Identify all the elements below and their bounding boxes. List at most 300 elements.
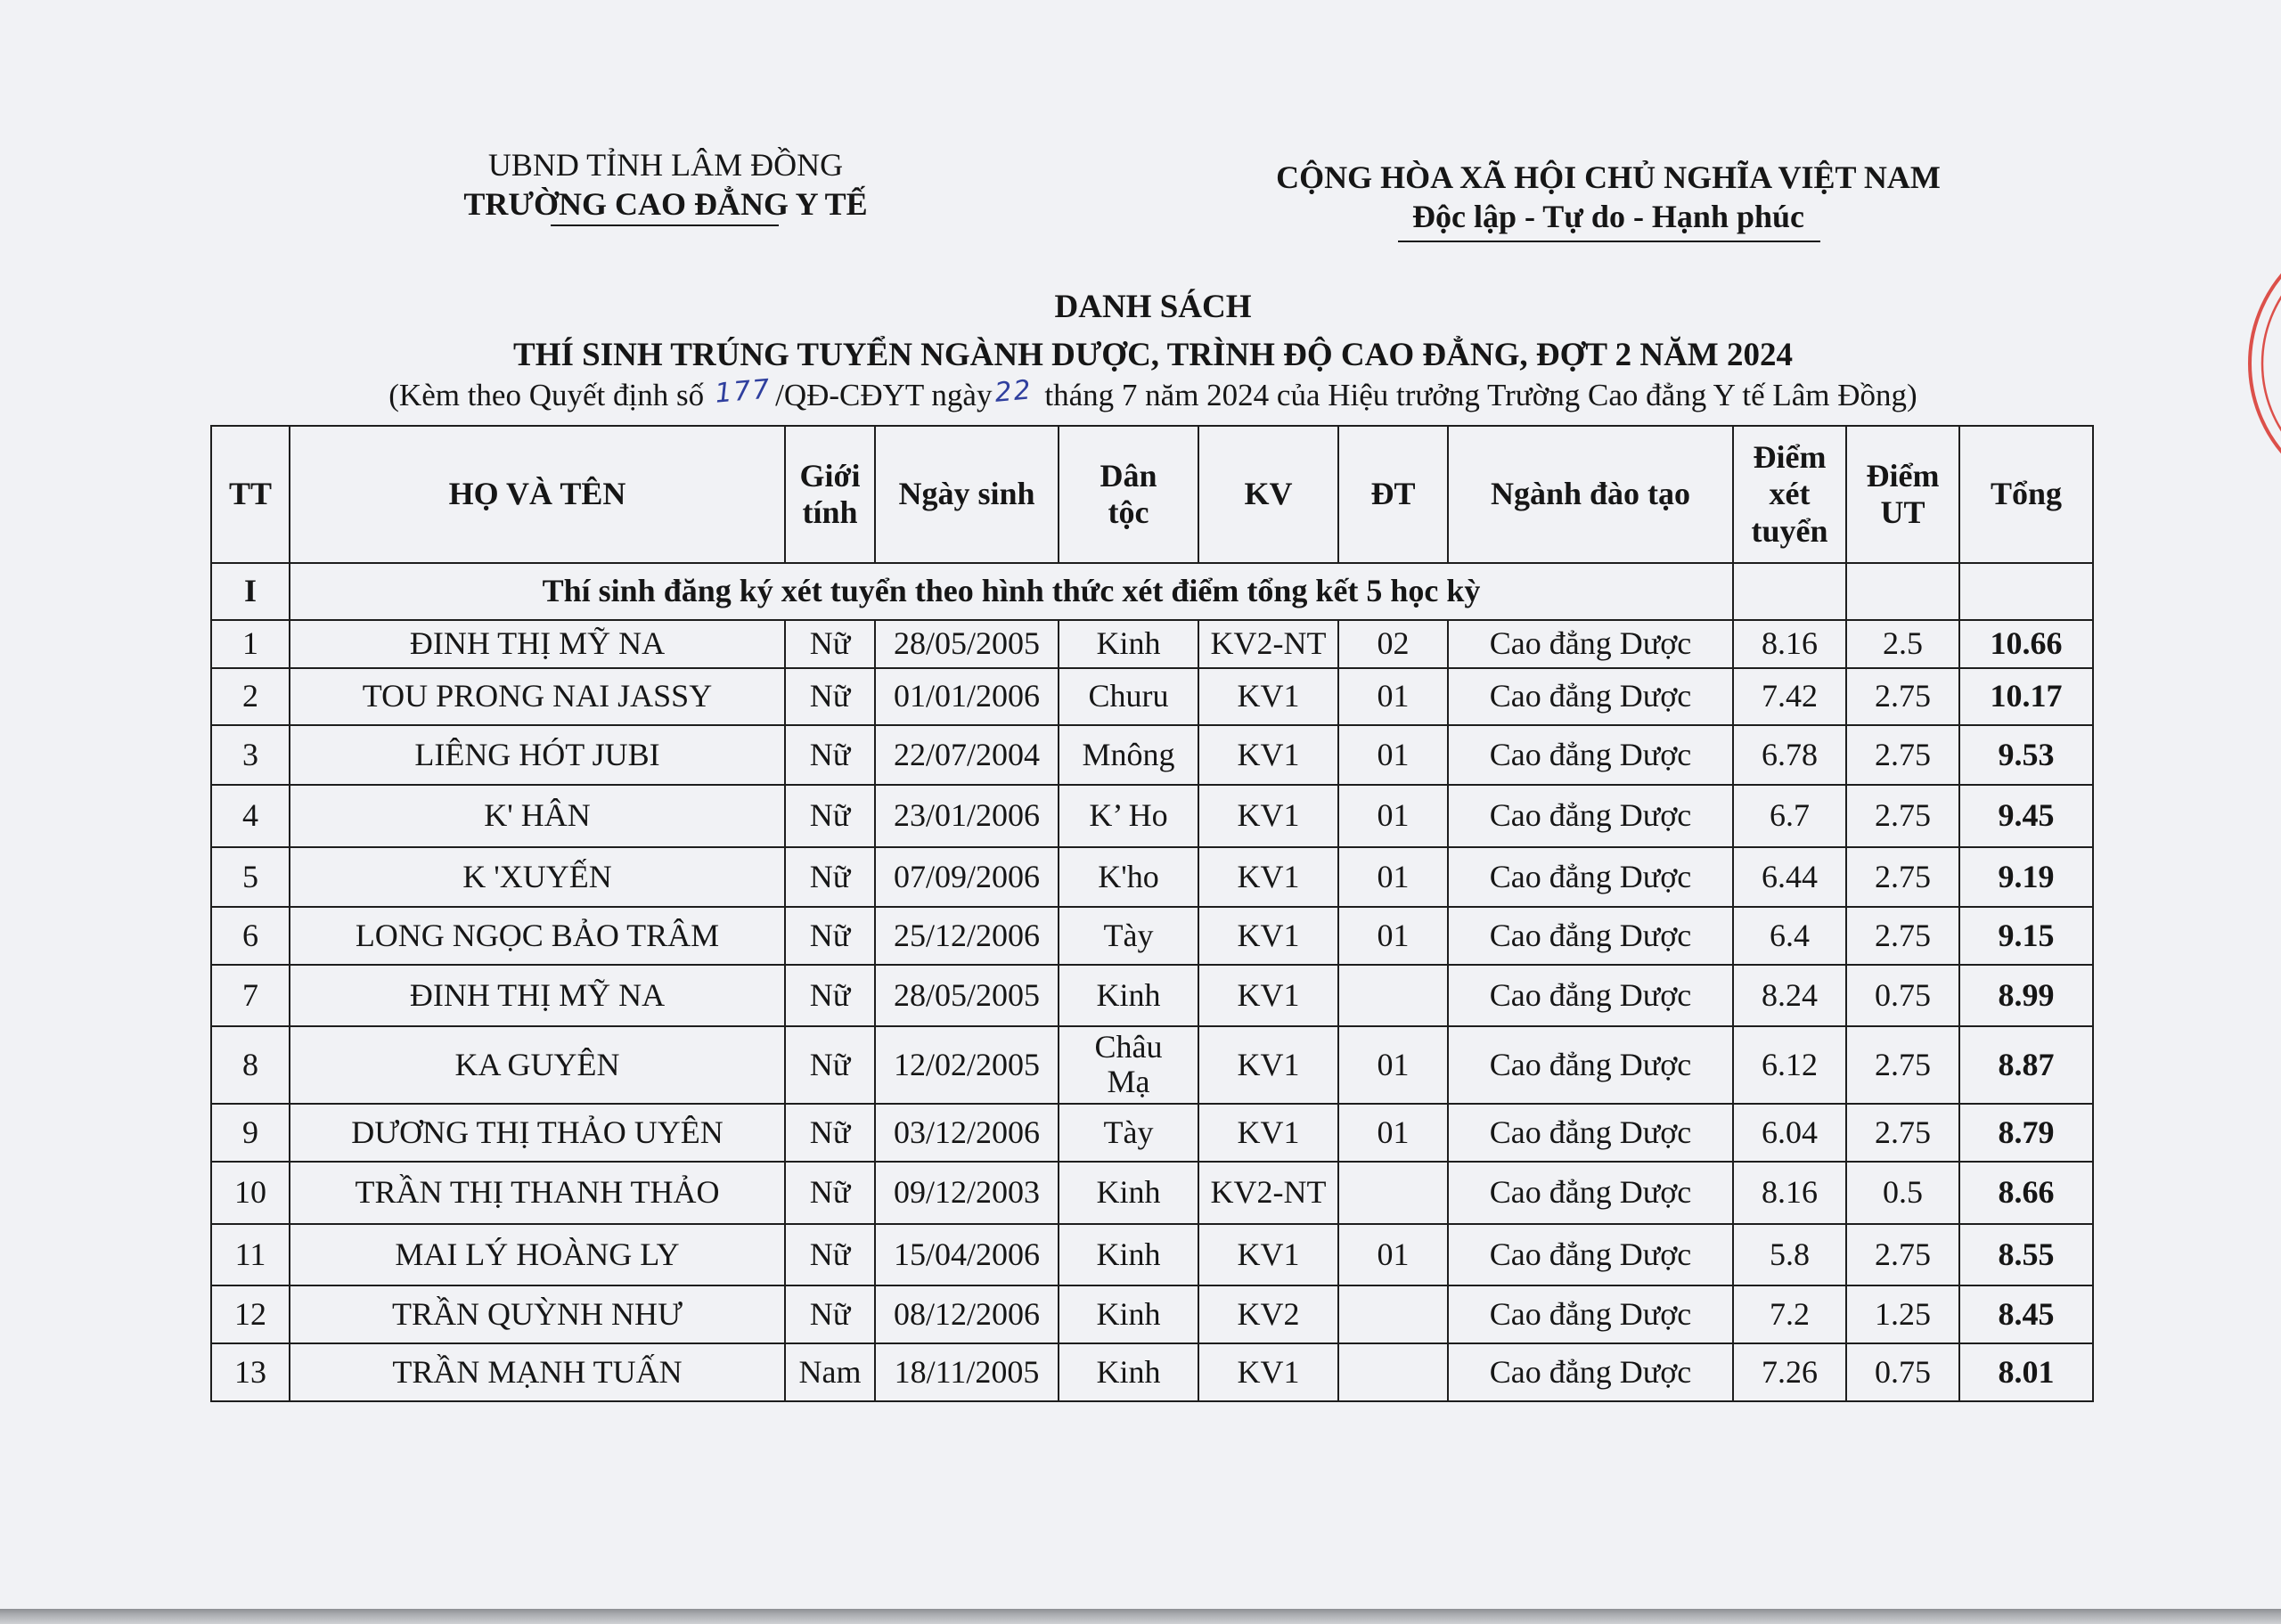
priority-value: 0.5 xyxy=(1883,1174,1923,1211)
cell-ethnicity xyxy=(1059,1224,1198,1285)
cell-kv xyxy=(1198,725,1338,785)
kv-value: KV1 xyxy=(1237,1114,1300,1150)
kv-value: KV1 xyxy=(1237,976,1300,1013)
ethnicity-value: K'ho xyxy=(1098,858,1159,894)
kv-value: KV1 xyxy=(1237,1353,1300,1390)
dt-value: 01 xyxy=(1377,1236,1410,1272)
dt-value: 01 xyxy=(1377,678,1410,714)
cell-dt xyxy=(1338,1026,1448,1104)
ethnicity-value: Kinh xyxy=(1096,1295,1161,1332)
score-value: 6.7 xyxy=(1770,797,1810,834)
cell-priority xyxy=(1846,785,1959,847)
cell-score xyxy=(1733,725,1846,785)
section-number: I xyxy=(211,563,290,620)
priority-value: 2.75 xyxy=(1875,678,1931,714)
header-score xyxy=(1733,426,1846,563)
name-value: LONG NGỌC BẢO TRÂM xyxy=(355,917,720,953)
score-value: 8.16 xyxy=(1762,1174,1818,1211)
cell-total xyxy=(1959,1162,2093,1224)
header-score-label: Điểm xét tuyển xyxy=(1751,438,1828,549)
priority-value: 1.25 xyxy=(1875,1295,1931,1332)
priority-value: 0.75 xyxy=(1875,976,1931,1013)
tt-value: 10 xyxy=(234,1174,266,1211)
score-value: 7.26 xyxy=(1762,1353,1818,1390)
table-row xyxy=(211,725,2093,785)
gender-value: Nữ xyxy=(809,625,851,662)
section-label: Thí sinh đăng ký xét tuyển theo hình thức xét điểm tổng kết 5 học kỳ xyxy=(290,563,1733,620)
cell-ethnicity xyxy=(1059,1285,1198,1343)
cell-ethnicity xyxy=(1059,668,1198,725)
cell-dt xyxy=(1338,785,1448,847)
header-tt xyxy=(211,426,290,563)
cell-dob xyxy=(875,785,1059,847)
seal-outer-ring xyxy=(2250,258,2281,468)
issuing-agency-block xyxy=(398,145,933,224)
dob-value: 25/12/2006 xyxy=(893,917,1040,953)
ethnicity-value: Kinh xyxy=(1096,1353,1161,1390)
priority-value: 2.75 xyxy=(1875,1114,1931,1150)
ethnicity-value: Kinh xyxy=(1096,1174,1161,1211)
name-value: LIÊNG HÓT JUBI xyxy=(414,736,660,772)
cell-total xyxy=(1959,1224,2093,1285)
cell-kv xyxy=(1198,1104,1338,1162)
dob-value: 23/01/2006 xyxy=(893,797,1040,834)
name-value: TRẦN MẠNH TUẤN xyxy=(392,1353,683,1390)
cell-gender xyxy=(785,668,875,725)
cell-gender xyxy=(785,1343,875,1401)
score-value: 7.2 xyxy=(1770,1295,1810,1332)
score-value: 8.16 xyxy=(1762,625,1818,662)
dob-value: 22/07/2004 xyxy=(893,736,1040,772)
document-subject: THÍ SINH TRÚNG TUYỂN NGÀNH DƯỢC, TRÌNH ĐỘ CAO ĐẲNG, ĐỢT 2 NĂM 2024 xyxy=(513,337,1793,373)
table-row xyxy=(211,1104,2093,1162)
cell-major xyxy=(1448,620,1733,668)
total-value: 8.87 xyxy=(1998,1046,2055,1082)
cell-dt xyxy=(1338,847,1448,907)
cell-name xyxy=(290,668,785,725)
gender-value: Nữ xyxy=(809,1174,851,1211)
cell-name xyxy=(290,620,785,668)
cell-kv xyxy=(1198,907,1338,965)
total-value: 9.45 xyxy=(1998,797,2055,834)
cell-score xyxy=(1733,1026,1846,1104)
cell-name xyxy=(290,785,785,847)
cell-score xyxy=(1733,1104,1846,1162)
header-major xyxy=(1448,426,1733,563)
table-row xyxy=(211,1224,2093,1285)
dob-value: 03/12/2006 xyxy=(893,1114,1040,1150)
cell-dob xyxy=(875,847,1059,907)
table-row xyxy=(211,907,2093,965)
document-title: DANH SÁCH xyxy=(1054,289,1252,325)
cell-gender xyxy=(785,1162,875,1224)
total-value: 8.01 xyxy=(1998,1353,2055,1390)
cell-gender xyxy=(785,785,875,847)
cell-priority xyxy=(1846,1026,1959,1104)
cell-kv xyxy=(1198,1026,1338,1104)
dt-value: 01 xyxy=(1377,797,1410,834)
cell-score xyxy=(1733,847,1846,907)
priority-value: 2.75 xyxy=(1875,736,1931,772)
major-value: Cao đẳng Dược xyxy=(1489,917,1692,953)
ethnicity-value: Mnông xyxy=(1082,736,1175,772)
document-title-block xyxy=(212,288,2094,417)
cell-kv xyxy=(1198,620,1338,668)
score-value: 6.04 xyxy=(1762,1114,1818,1150)
cell-dob xyxy=(875,1162,1059,1224)
ethnicity-value: K’ Ho xyxy=(1089,797,1168,834)
cell-kv xyxy=(1198,668,1338,725)
dob-value: 28/05/2005 xyxy=(893,976,1040,1013)
ethnicity-value: Tày xyxy=(1103,1114,1154,1150)
cell-kv xyxy=(1198,965,1338,1026)
cell-dt xyxy=(1338,1162,1448,1224)
gender-value: Nữ xyxy=(809,1046,851,1082)
cell-dt xyxy=(1338,725,1448,785)
dob-value: 15/04/2006 xyxy=(893,1236,1040,1272)
cell-score xyxy=(1733,1285,1846,1343)
national-heading-block xyxy=(1207,158,2009,236)
cell-score xyxy=(1733,1224,1846,1285)
cell-name xyxy=(290,1224,785,1285)
cell-gender xyxy=(785,1224,875,1285)
school-name: TRƯỜNG CAO ĐẲNG Y TẾ xyxy=(463,186,868,222)
cell-ethnicity xyxy=(1059,965,1198,1026)
cell-tt xyxy=(211,847,290,907)
ethnicity-value: Châu Mạ xyxy=(1094,1028,1163,1100)
name-value: TRẦN QUỲNH NHƯ xyxy=(392,1295,683,1332)
gender-value: Nữ xyxy=(809,1295,851,1332)
tt-value: 4 xyxy=(242,797,258,834)
total-value: 10.66 xyxy=(1990,625,2063,662)
header-ethnicity xyxy=(1059,426,1198,563)
gender-value: Nữ xyxy=(809,917,851,953)
cell-name xyxy=(290,1343,785,1401)
tt-value: 5 xyxy=(242,858,258,894)
cell-priority xyxy=(1846,1162,1959,1224)
cell-tt xyxy=(211,1343,290,1401)
ethnicity-value: Churu xyxy=(1088,678,1169,714)
gender-value: Nữ xyxy=(809,736,851,772)
tt-value: 6 xyxy=(242,917,258,953)
name-value: MAI LÝ HOÀNG LY xyxy=(395,1236,680,1272)
total-value: 8.45 xyxy=(1998,1295,2055,1332)
header-name-label: HỌ VÀ TÊN xyxy=(448,476,626,512)
major-value: Cao đẳng Dược xyxy=(1489,736,1692,772)
cell-ethnicity xyxy=(1059,785,1198,847)
tt-value: 1 xyxy=(242,625,258,662)
gender-value: Nữ xyxy=(809,858,851,894)
country-name: CỘNG HÒA XÃ HỘI CHỦ NGHĨA VIỆT NAM xyxy=(1276,159,1941,195)
cell-dt xyxy=(1338,965,1448,1026)
cell-total xyxy=(1959,1026,2093,1104)
cell-dt xyxy=(1338,1285,1448,1343)
cell-dob xyxy=(875,1285,1059,1343)
cell-name xyxy=(290,1162,785,1224)
cell-ethnicity xyxy=(1059,1026,1198,1104)
cell-kv xyxy=(1198,785,1338,847)
cell-priority xyxy=(1846,725,1959,785)
kv-value: KV1 xyxy=(1237,736,1300,772)
cell-name xyxy=(290,965,785,1026)
name-value: KA GUYÊN xyxy=(454,1046,620,1082)
cell-priority xyxy=(1846,620,1959,668)
total-value: 10.17 xyxy=(1990,678,2063,714)
cell-total xyxy=(1959,1343,2093,1401)
section-empty-cell xyxy=(1959,563,2093,620)
cell-dt xyxy=(1338,1104,1448,1162)
gender-value: Nữ xyxy=(809,1236,851,1272)
table-row xyxy=(211,847,2093,907)
table-row xyxy=(211,1285,2093,1343)
score-value: 5.8 xyxy=(1770,1236,1810,1272)
header-gender-label: Giới tính xyxy=(799,457,861,530)
cell-tt xyxy=(211,907,290,965)
cell-tt xyxy=(211,1285,290,1343)
cell-tt xyxy=(211,1224,290,1285)
major-value: Cao đẳng Dược xyxy=(1489,1295,1692,1332)
handwritten-day: 22 xyxy=(993,374,1034,409)
major-value: Cao đẳng Dược xyxy=(1489,797,1692,834)
cell-kv xyxy=(1198,1285,1338,1343)
header-total xyxy=(1959,426,2093,563)
cell-priority xyxy=(1846,907,1959,965)
cell-dob xyxy=(875,668,1059,725)
cell-gender xyxy=(785,725,875,785)
kv-value: KV1 xyxy=(1237,858,1300,894)
gender-value: Nữ xyxy=(809,976,851,1013)
cell-kv xyxy=(1198,847,1338,907)
header-total-label: Tổng xyxy=(1990,476,2063,512)
cell-score xyxy=(1733,620,1846,668)
total-value: 9.53 xyxy=(1998,736,2055,772)
dob-value: 08/12/2006 xyxy=(893,1295,1040,1332)
cell-dt xyxy=(1338,620,1448,668)
gender-value: Nữ xyxy=(809,678,851,714)
table-header-row xyxy=(211,426,2093,563)
cell-priority xyxy=(1846,1224,1959,1285)
cell-major xyxy=(1448,785,1733,847)
cell-dt xyxy=(1338,668,1448,725)
tt-value: 3 xyxy=(242,736,258,772)
major-value: Cao đẳng Dược xyxy=(1489,858,1692,894)
ethnicity-value: Kinh xyxy=(1096,625,1161,662)
dob-value: 18/11/2005 xyxy=(894,1353,1040,1390)
cell-tt xyxy=(211,725,290,785)
cell-ethnicity xyxy=(1059,1104,1198,1162)
dt-value: 01 xyxy=(1377,736,1410,772)
kv-value: KV1 xyxy=(1237,678,1300,714)
table-body xyxy=(211,563,2093,1401)
cell-total xyxy=(1959,907,2093,965)
dt-value: 02 xyxy=(1377,625,1410,662)
total-value: 8.79 xyxy=(1998,1114,2055,1150)
cell-dob xyxy=(875,1104,1059,1162)
cell-major xyxy=(1448,668,1733,725)
cell-total xyxy=(1959,965,2093,1026)
cell-name xyxy=(290,725,785,785)
name-value: DƯƠNG THỊ THẢO UYÊN xyxy=(351,1114,724,1150)
tt-value: 9 xyxy=(242,1114,258,1150)
reference-text-middle: /QĐ-CĐYT ngày xyxy=(775,378,993,412)
header-dt-label: ĐT xyxy=(1370,476,1416,512)
cell-dob xyxy=(875,1026,1059,1104)
dt-value: 01 xyxy=(1377,1114,1410,1150)
tt-value: 13 xyxy=(234,1353,266,1390)
tt-value: 11 xyxy=(234,1236,266,1272)
cell-dt xyxy=(1338,1224,1448,1285)
table-row xyxy=(211,965,2093,1026)
major-value: Cao đẳng Dược xyxy=(1489,625,1692,662)
cell-dob xyxy=(875,1343,1059,1401)
header-priority-label: Điểm UT xyxy=(1866,457,1940,530)
table-row xyxy=(211,785,2093,847)
cell-total xyxy=(1959,725,2093,785)
cell-total xyxy=(1959,1104,2093,1162)
cell-dob xyxy=(875,907,1059,965)
cell-gender xyxy=(785,1026,875,1104)
cell-dt xyxy=(1338,1343,1448,1401)
dt-value: 01 xyxy=(1377,1046,1410,1082)
header-dob xyxy=(875,426,1059,563)
cell-priority xyxy=(1846,1104,1959,1162)
cell-major xyxy=(1448,1104,1733,1162)
table-row xyxy=(211,668,2093,725)
name-value: K' HÂN xyxy=(484,797,591,834)
major-value: Cao đẳng Dược xyxy=(1489,976,1692,1013)
cell-major xyxy=(1448,1224,1733,1285)
cell-name xyxy=(290,847,785,907)
total-value: 8.99 xyxy=(1998,976,2055,1013)
cell-priority xyxy=(1846,1343,1959,1401)
cell-gender xyxy=(785,907,875,965)
gender-value: Nữ xyxy=(809,1114,851,1150)
cell-total xyxy=(1959,1285,2093,1343)
cell-tt xyxy=(211,1026,290,1104)
name-value: TRẦN THỊ THANH THẢO xyxy=(355,1174,720,1211)
cell-tt xyxy=(211,965,290,1026)
cell-major xyxy=(1448,1162,1733,1224)
reference-text-after: tháng 7 năm 2024 của Hiệu trưởng Trường Cao đẳng Y tế Lâm Đồng) xyxy=(1036,378,1917,412)
handwritten-decision-number: 177 xyxy=(713,373,773,410)
cell-kv xyxy=(1198,1343,1338,1401)
header-dob-label: Ngày sinh xyxy=(898,476,1035,512)
score-value: 6.44 xyxy=(1762,858,1818,894)
motto-underline xyxy=(1398,241,1820,242)
cell-dob xyxy=(875,965,1059,1026)
table-row xyxy=(211,1026,2093,1104)
section-empty-cell xyxy=(1846,563,1959,620)
priority-value: 2.75 xyxy=(1875,797,1931,834)
scan-edge xyxy=(0,1609,2281,1624)
header-kv xyxy=(1198,426,1338,563)
header-major-label: Ngành đào tạo xyxy=(1490,476,1691,512)
cell-tt xyxy=(211,620,290,668)
agency-name: UBND TỈNH LÂM ĐỒNG xyxy=(487,147,844,183)
name-value: ĐINH THỊ MỸ NA xyxy=(409,625,666,662)
major-value: Cao đẳng Dược xyxy=(1489,678,1692,714)
cell-kv xyxy=(1198,1162,1338,1224)
cell-score xyxy=(1733,1162,1846,1224)
cell-ethnicity xyxy=(1059,725,1198,785)
tt-value: 7 xyxy=(242,976,258,1013)
dob-value: 12/02/2005 xyxy=(893,1046,1040,1082)
name-value: K 'XUYẾN xyxy=(462,858,612,894)
total-value: 8.55 xyxy=(1998,1236,2055,1272)
cell-total xyxy=(1959,847,2093,907)
priority-value: 2.75 xyxy=(1875,917,1931,953)
cell-priority xyxy=(1846,1285,1959,1343)
name-value: ĐINH THỊ MỸ NA xyxy=(409,976,666,1013)
tt-value: 2 xyxy=(242,678,258,714)
cell-gender xyxy=(785,1285,875,1343)
cell-score xyxy=(1733,1343,1846,1401)
score-value: 6.4 xyxy=(1770,917,1810,953)
header-name xyxy=(290,426,785,563)
cell-tt xyxy=(211,1104,290,1162)
kv-value: KV2-NT xyxy=(1210,625,1327,662)
ethnicity-value: Kinh xyxy=(1096,1236,1161,1272)
score-value: 7.42 xyxy=(1762,678,1818,714)
total-value: 9.19 xyxy=(1998,858,2055,894)
school-underline xyxy=(551,224,779,226)
section-empty-cell xyxy=(1733,563,1846,620)
major-value: Cao đẳng Dược xyxy=(1489,1114,1692,1150)
dob-value: 01/01/2006 xyxy=(893,678,1040,714)
cell-name xyxy=(290,1104,785,1162)
cell-gender xyxy=(785,1104,875,1162)
table-row xyxy=(211,1343,2093,1401)
priority-value: 2.75 xyxy=(1875,858,1931,894)
cell-ethnicity xyxy=(1059,1162,1198,1224)
cell-ethnicity xyxy=(1059,1343,1198,1401)
header-kv-label: KV xyxy=(1244,476,1293,512)
cell-total xyxy=(1959,620,2093,668)
cell-dob xyxy=(875,620,1059,668)
admission-list-table xyxy=(210,425,2094,1402)
cell-dt xyxy=(1338,907,1448,965)
table-row xyxy=(211,1162,2093,1224)
major-value: Cao đẳng Dược xyxy=(1489,1236,1692,1272)
header-priority xyxy=(1846,426,1959,563)
dob-value: 28/05/2005 xyxy=(893,625,1040,662)
kv-value: KV1 xyxy=(1237,1236,1300,1272)
cell-ethnicity xyxy=(1059,620,1198,668)
score-value: 6.12 xyxy=(1762,1046,1818,1082)
header-gender xyxy=(785,426,875,563)
total-value: 8.66 xyxy=(1998,1174,2055,1211)
score-value: 8.24 xyxy=(1762,976,1818,1013)
header-ethnicity-label: Dân tộc xyxy=(1100,457,1157,530)
cell-gender xyxy=(785,620,875,668)
header-tt-label: TT xyxy=(228,476,273,512)
total-value: 9.15 xyxy=(1998,917,2055,953)
cell-total xyxy=(1959,668,2093,725)
cell-gender xyxy=(785,847,875,907)
priority-value: 2.5 xyxy=(1883,625,1923,662)
cell-tt xyxy=(211,1162,290,1224)
cell-dob xyxy=(875,725,1059,785)
cell-tt xyxy=(211,668,290,725)
gender-value: Nam xyxy=(798,1353,862,1390)
gender-value: Nữ xyxy=(809,797,851,834)
cell-score xyxy=(1733,965,1846,1026)
cell-priority xyxy=(1846,965,1959,1026)
cell-gender xyxy=(785,965,875,1026)
tt-value: 8 xyxy=(242,1046,258,1082)
cell-priority xyxy=(1846,668,1959,725)
reference-text-before: (Kèm theo Quyết định số xyxy=(388,378,712,412)
